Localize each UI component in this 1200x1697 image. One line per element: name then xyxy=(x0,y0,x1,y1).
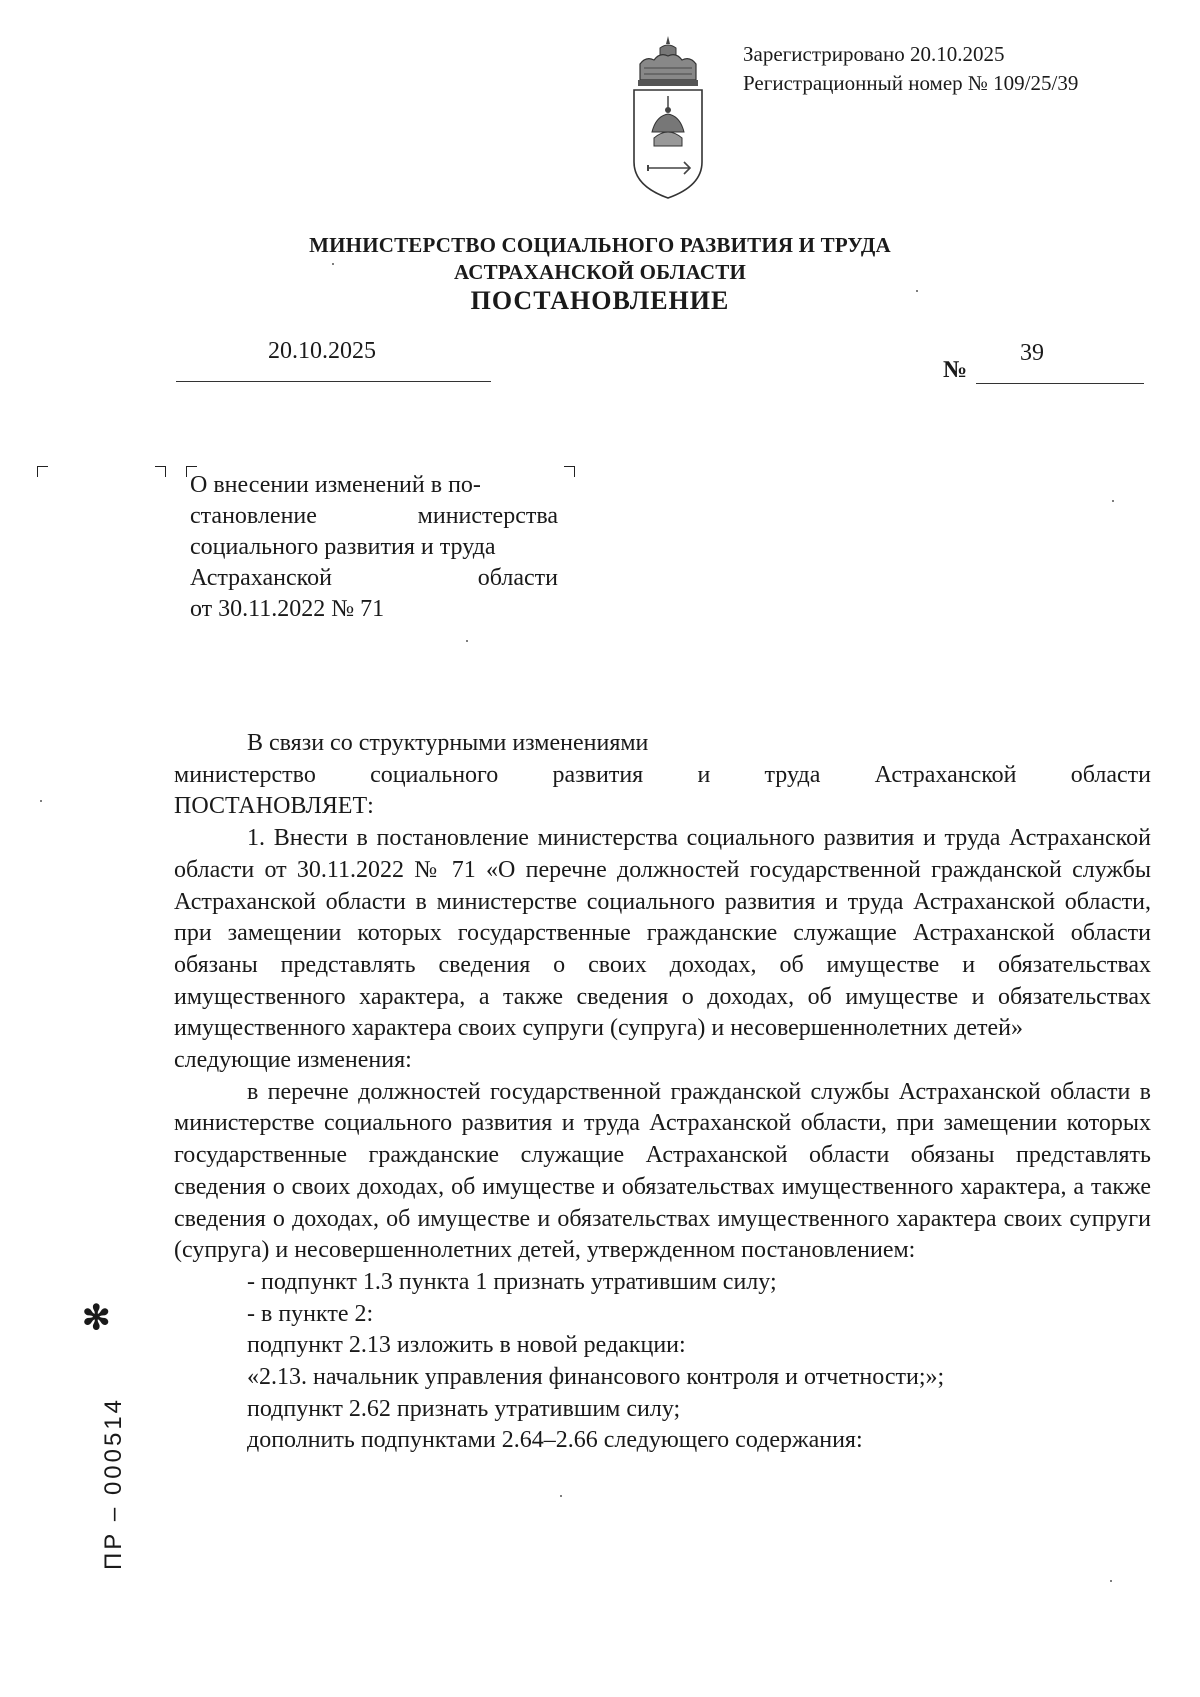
list-item: подпункт 2.13 изложить в новой редакции: xyxy=(247,1332,686,1359)
list-item: «2.13. начальник управления финансового контроля и отчетности;»; xyxy=(247,1364,945,1391)
scan-speck xyxy=(332,263,334,265)
corner-bracket-mid-left xyxy=(155,466,166,477)
paragraph-1-end: следующие изменения: xyxy=(174,1047,412,1074)
subject-line: социального развития и труда xyxy=(190,534,496,560)
registration-date: Зарегистрировано 20.10.2025 xyxy=(743,42,1005,66)
number-sign: № xyxy=(943,357,968,383)
document-date: 20.10.2025 xyxy=(268,338,376,364)
scan-speck xyxy=(1110,1580,1112,1582)
side-stamp-mark: ✻ xyxy=(82,1300,111,1337)
scan-speck xyxy=(916,290,918,292)
document-number: 39 xyxy=(1020,340,1044,366)
subject-line: от 30.11.2022 № 71 xyxy=(190,596,385,622)
paragraph-1: 1. Внести в постановление министерства социального развития и труда Астраханской области от 30.11.2022 № 71 «О перечне должностей государственной гражданской службы Астраханской области в министерстве социального развития и труда Астраханской области, при замещении которых государственные гражданские служащие Астраханской области обязаны представлять сведения о своих доходах, об имуществе и обязательствах имущественного характера, а также сведения о доходах, об имуществе и обязательствах имущественного характера своих супруги (супруга) и несовершеннолетних детей» xyxy=(174,825,1151,1042)
subject-line: О внесении изменений в по- xyxy=(190,472,481,498)
document-type: ПОСТАНОВЛЕНИЕ xyxy=(470,286,730,315)
paragraph-2: в перечне должностей государственной гражданской службы Астраханской области в министерстве социального развития и труда Астраханской области, при замещении которых государственные гражданские служащие Астраханской области обязаны представлять сведения о своих доходах, об имуществе и обязательствах имущественного характера, а также сведения о доходах, об имуществе и обязательствах имущественного характера своих супруги (супруга) и несовершеннолетних детей, утвержденном постановлением: xyxy=(174,1078,1151,1264)
date-underline xyxy=(176,381,491,382)
scan-speck xyxy=(1112,500,1114,502)
list-item: дополнить подпунктами 2.64–2.66 следующего содержания: xyxy=(247,1427,863,1454)
ministry-name xyxy=(0,232,1200,286)
list-item: - в пункте 2: xyxy=(247,1300,374,1327)
resolves-heading: ПОСТАНОВЛЯЕТ: xyxy=(174,793,374,820)
scan-speck xyxy=(466,640,468,642)
intro-line-1: В связи со структурными изменениями xyxy=(247,730,649,756)
ministry-line-2: АСТРАХАНСКОЙ ОБЛАСТИ xyxy=(453,260,747,284)
scan-speck xyxy=(560,1495,562,1497)
side-stamp-code: ПР – 000514 xyxy=(100,1396,127,1570)
subject-line: Астраханской области xyxy=(190,565,558,591)
corner-bracket-right xyxy=(564,466,575,477)
number-underline xyxy=(976,383,1144,384)
intro-line-2: министерство социального развития и труда Астраханской области xyxy=(174,761,1151,788)
scan-speck xyxy=(40,800,42,802)
document-subject xyxy=(190,470,558,625)
registration-block xyxy=(743,40,1078,98)
registration-number: Регистрационный номер № 109/25/39 xyxy=(743,71,1079,95)
list-item: подпункт 2.62 признать утратившим силу; xyxy=(247,1395,681,1422)
subject-line: становление министерства xyxy=(190,503,558,529)
ministry-line-1: МИНИСТЕРСТВО СОЦИАЛЬНОГО РАЗВИТИЯ И ТРУДА xyxy=(309,233,891,257)
list-item: - подпункт 1.3 пункта 1 признать утратившим силу; xyxy=(247,1268,777,1295)
corner-bracket-left xyxy=(37,466,48,477)
astrakhan-coat-of-arms-icon xyxy=(626,34,710,200)
side-stamp xyxy=(68,1300,132,1600)
document-body xyxy=(174,728,1151,1457)
